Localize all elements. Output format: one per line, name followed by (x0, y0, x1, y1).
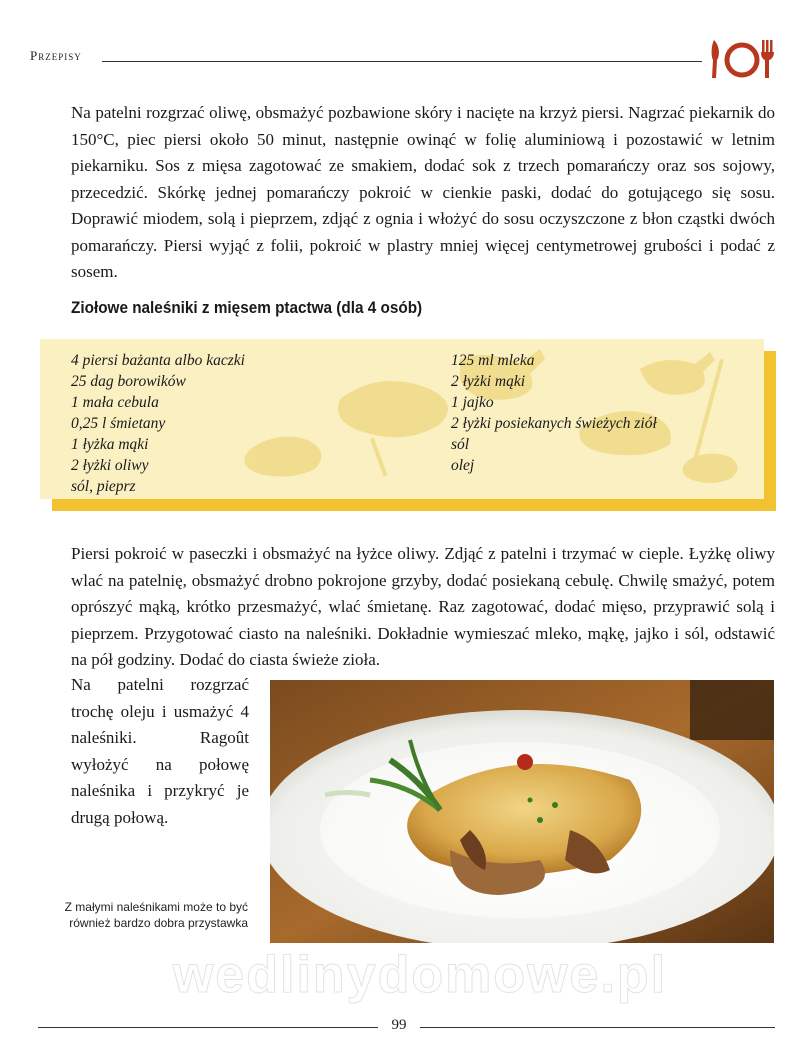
ingredient-item: 2 łyżki posiekanych świeżych ziół (451, 415, 657, 432)
ingredient-item: 1 jajko (451, 394, 494, 411)
ingredient-item: sól (451, 436, 470, 453)
ingredient-item: 25 dag borowików (71, 373, 186, 390)
ingredient-item: sól, pieprz (71, 478, 136, 495)
method-paragraph: Piersi pokroić w paseczki i obsmażyć na łyżce oliwy. Zdjąć z patelni i trzymać w cieple. Łyżkę oliwy wlać na patelnię, obsmażyć drobno pokrojone grzyby, dodać posiekaną cebulę. Chwilę smażyć, potem oprószyć mąką, krótko przesmażyć, wlać śmietanę. Raz zagotować, dodać mięso, przyprawić solą i pieprzem. Przygotować ciasto na naleśniki. Dokładnie wymieszać mleko, mąkę, jajko i sól, odstawić na pół godziny. Dodać do ciasta świeże zioła. (71, 544, 775, 669)
fork-icon (761, 40, 774, 78)
knife-icon (712, 40, 719, 78)
intro-paragraph: Na patelni rozgrzać oliwę, obsmażyć pozbawione skóry i nacięte na krzyż piersi. Nagrzać piekarnik do 150°C, piec piersi około 50 minut, następnie owinąć w folię aluminiową i pozostawić w letnim piekarniku. Sos z mięsa zagotować ze smakiem, dodać sok z trzech pomarańczy oraz sos sojowy, przecedzić. Skórkę jednej pomarańczy pokroić w cienkie paski, dodać do gotującego się sosu. Doprawić miodem, solą i pieprzem, zdjąć z ognia i włożyć do sosu oczyszczone z błon cząstki dwóch pomarańczy. Piersi wyjąć z folii, pokroić w plastry mniej więcej centymetrowej grubości i podać z sosem. (71, 103, 775, 281)
photo-caption: Z małymi naleśnikami może to być również bardzo dobra przystawka (64, 900, 248, 930)
ingredient-item: olej (451, 457, 475, 474)
ingredients-box-shadow (764, 351, 776, 511)
ingredient-item: 2 łyżki oliwy (71, 457, 149, 474)
ingredient-item: 1 łyżka mąki (71, 436, 149, 453)
cutlery-logo (704, 36, 784, 82)
ingredient-item: 0,25 l śmietany (71, 415, 166, 432)
recipe-title: Ziołowe naleśniki z mięsem ptactwa (dla 4 osób) (71, 298, 423, 317)
ingredients-list-main (71, 350, 245, 497)
header-rule (102, 61, 702, 62)
watermark-text: wedlinydomowe.pl (172, 946, 668, 1004)
footer-rule-right (420, 1027, 775, 1028)
ingredient-item: 2 łyżki mąki (451, 373, 526, 390)
ingredient-item: 125 ml mleka (451, 352, 535, 369)
section-label: Przepisy (30, 48, 82, 63)
ingredients-box-shadow-bottom (52, 499, 776, 511)
ingredient-item: 1 mała cebula (71, 394, 159, 411)
page-number: 99 (391, 1017, 407, 1033)
method-paragraph-continued: Na patelni rozgrzać trochę oleju i usmażyć 4 naleśniki. Ragoût wyłożyć na połowę naleśnika i przykryć je drugą połową. (71, 675, 249, 827)
ingredients-list-batter (451, 350, 657, 476)
plate-icon (727, 45, 757, 75)
ingredient-item: 4 piersi bażanta albo kaczki (71, 352, 245, 369)
footer-rule-left (38, 1027, 378, 1028)
dish-photo (270, 680, 774, 943)
